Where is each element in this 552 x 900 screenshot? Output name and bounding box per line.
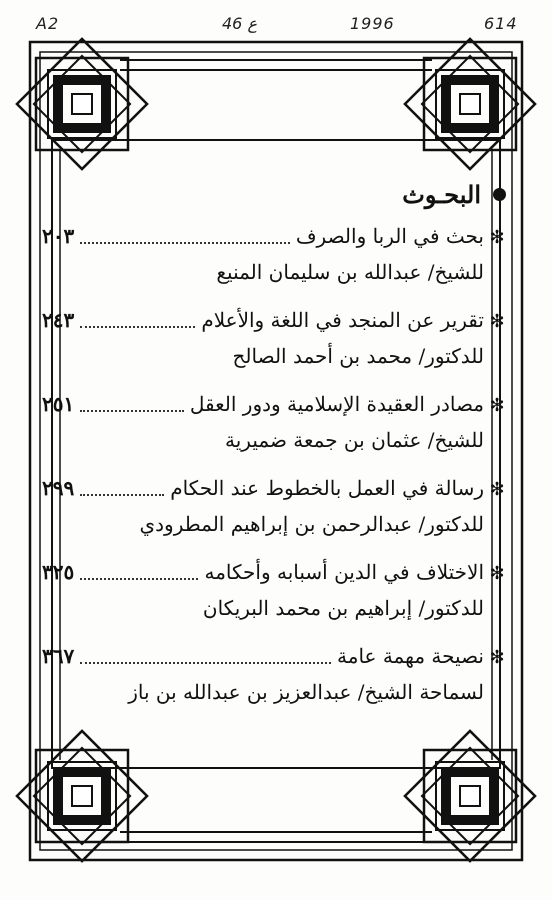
- dot-leader: [80, 578, 198, 580]
- dot-leader: [80, 326, 195, 328]
- corner-knot-bottom-right: [405, 731, 535, 861]
- toc-entry: [40, 555, 510, 625]
- corner-knot-top-left: [17, 39, 147, 169]
- table-of-contents: [40, 180, 510, 723]
- star-icon: ✻: [489, 647, 505, 668]
- bullet-icon: [493, 188, 506, 201]
- entry-title: بحث في الربا والصرف: [295, 224, 484, 248]
- dot-leader: [80, 410, 184, 412]
- entry-title: رسالة في العمل بالخطوط عند الحكام: [170, 476, 484, 500]
- star-icon: ✻: [489, 395, 505, 416]
- toc-entry: [40, 303, 510, 373]
- entry-page-number: ٣٦٧: [42, 644, 75, 668]
- star-icon: ✻: [489, 479, 505, 500]
- entry-page-number: ٢٠٣: [42, 224, 75, 248]
- handwritten-note-number: 614: [484, 14, 518, 33]
- entry-author: للدكتور/ محمد بن أحمد الصالح: [232, 344, 484, 368]
- entry-title: نصيحة مهمة عامة: [337, 644, 484, 668]
- toc-entry: [40, 387, 510, 457]
- dot-leader: [80, 662, 331, 664]
- star-icon: ✻: [489, 563, 505, 584]
- entry-author: للشيخ/ عبدالله بن سليمان المنيع: [216, 260, 484, 284]
- handwritten-note-left: A2: [36, 14, 60, 33]
- star-icon: ✻: [489, 227, 505, 248]
- entry-page-number: ٢٤٣: [42, 308, 75, 332]
- dot-leader: [80, 494, 164, 496]
- toc-entry: [40, 471, 510, 541]
- entry-author: للدكتور/ إبراهيم بن محمد البريكان: [202, 596, 484, 620]
- entry-title: الاختلاف في الدين أسبابه وأحكامه: [204, 560, 484, 584]
- corner-knot-bottom-left: [17, 731, 147, 861]
- entry-page-number: ٢٥١: [42, 392, 75, 416]
- toc-entry: [40, 219, 510, 289]
- entry-title: تقرير عن المنجد في اللغة والأعلام: [201, 308, 484, 332]
- toc-entry: [40, 639, 510, 709]
- dot-leader: [80, 242, 290, 244]
- star-icon: ✻: [489, 311, 505, 332]
- entry-page-number: ٣٢٥: [42, 560, 75, 584]
- handwritten-note-issue: 46 ع: [222, 14, 257, 33]
- entry-title: مصادر العقيدة الإسلامية ودور العقل: [189, 392, 484, 416]
- handwritten-note-year: 1996: [350, 14, 395, 33]
- section-heading-text: البحـوث: [402, 180, 481, 209]
- entry-author: للشيخ/ عثمان بن جمعة ضميرية: [225, 428, 484, 452]
- entry-page-number: ٢٩٩: [42, 476, 75, 500]
- section-heading: [40, 180, 510, 209]
- entry-author: لسماحة الشيخ/ عبدالعزيز بن عبدالله بن باز: [128, 680, 484, 704]
- entry-author: للدكتور/ عبدالرحمن بن إبراهيم المطرودي: [139, 512, 484, 536]
- corner-knot-top-right: [405, 39, 535, 169]
